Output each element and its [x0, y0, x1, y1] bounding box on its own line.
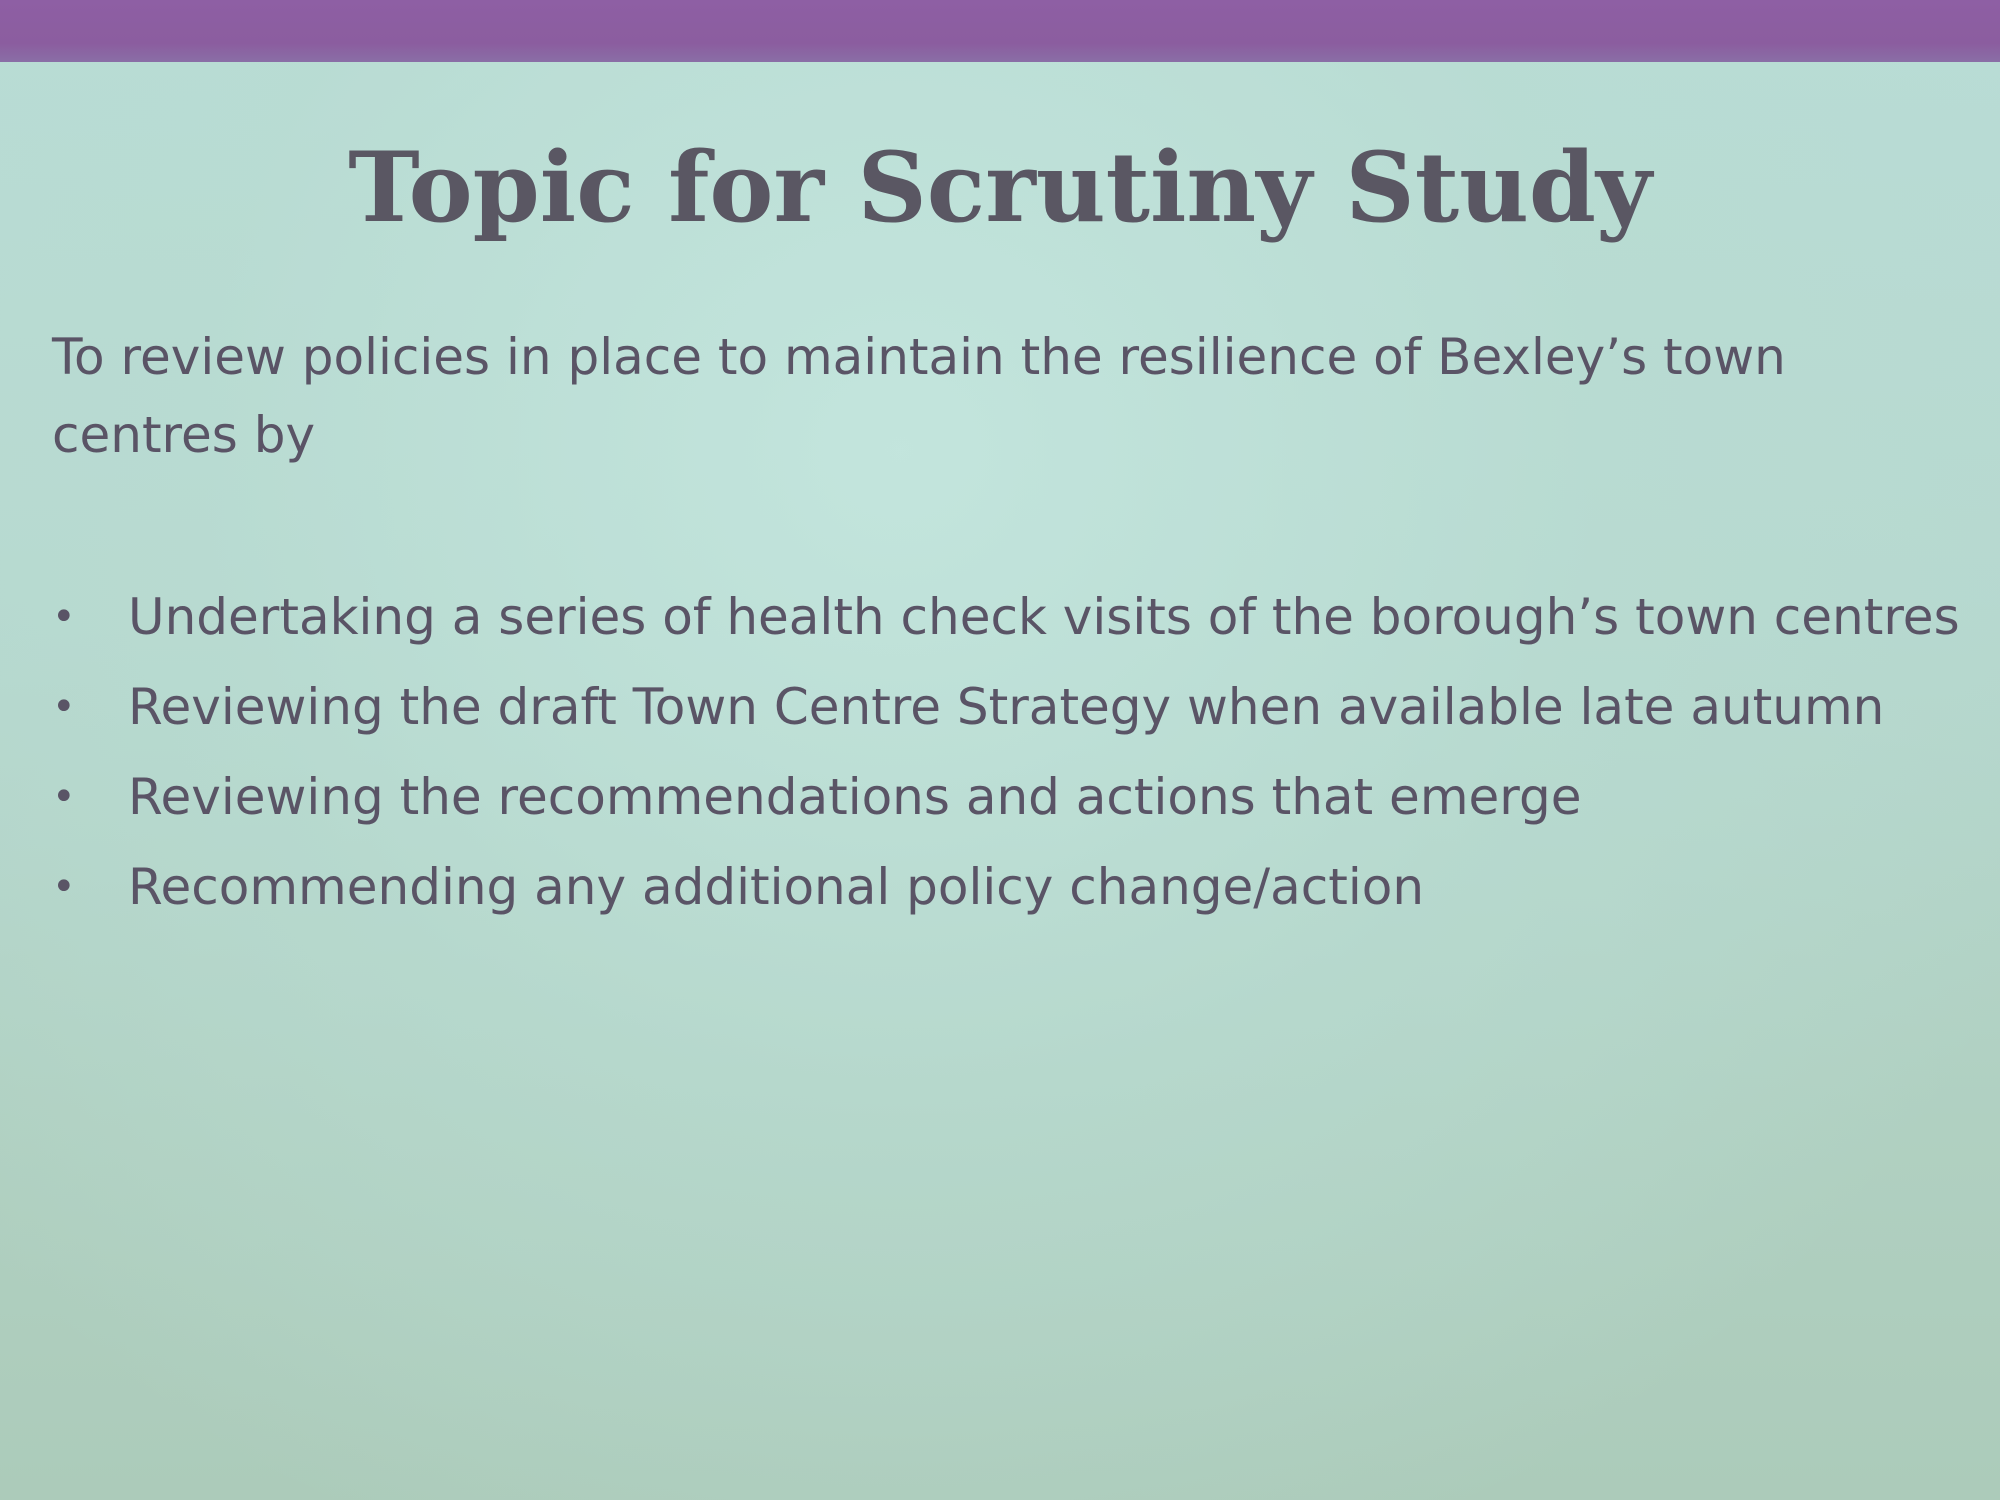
bullet-icon: •: [52, 684, 76, 730]
bullet-item: [52, 572, 1982, 662]
bullet-icon: •: [52, 864, 76, 910]
slide-header-bar: [0, 0, 2000, 62]
bullet-text: Recommending any additional policy change/action: [128, 858, 1425, 916]
bullet-icon: •: [52, 594, 76, 640]
bullet-icon: •: [52, 774, 76, 820]
bullet-text: Reviewing the recommendations and actions that emerge: [128, 768, 1582, 826]
bullet-list: [52, 572, 1982, 932]
bullet-item: [52, 752, 1982, 842]
slide-title: Topic for Scrutiny Study: [348, 131, 1652, 244]
bullet-item: [52, 842, 1982, 932]
bullet-text: Reviewing the draft Town Centre Strategy when available late autumn: [128, 678, 1885, 736]
slide-intro-text: To review policies in place to maintain the resilience of Bexley’s town centres by: [52, 328, 1786, 464]
bullet-item: [52, 662, 1982, 752]
bullet-text: Undertaking a series of health check visits of the borough’s town centres: [128, 588, 1960, 646]
